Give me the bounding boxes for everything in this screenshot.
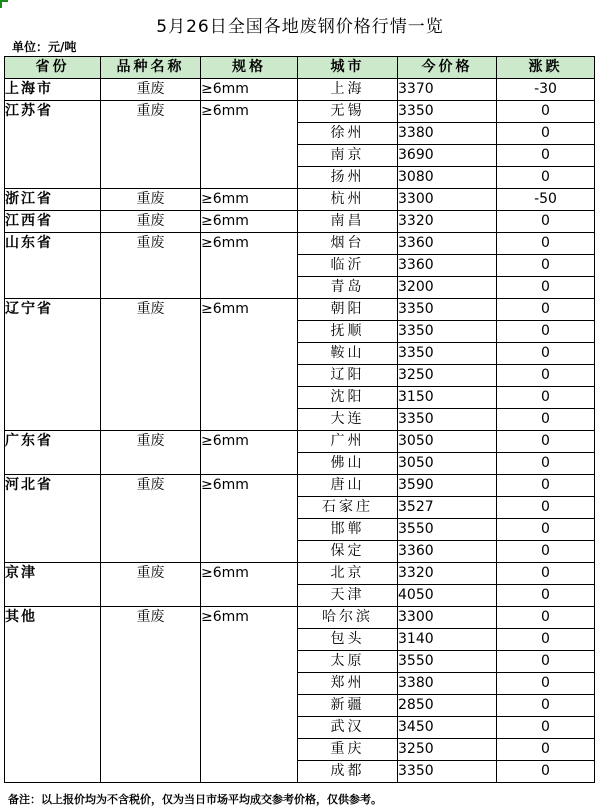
- change-cell: 0: [497, 123, 595, 145]
- province-cell: 上海市: [5, 79, 101, 101]
- price-cell: 3050: [398, 431, 497, 453]
- header-type: 品种名称: [101, 57, 201, 79]
- price-cell: 3550: [398, 651, 497, 673]
- price-cell: 2850: [398, 695, 497, 717]
- price-cell: 3250: [398, 365, 497, 387]
- province-cell: 浙江省: [5, 189, 101, 211]
- city-cell: 唐山: [298, 475, 398, 497]
- spec-cell: ≥6mm: [201, 101, 298, 189]
- city-cell: 佛山: [298, 453, 398, 475]
- corner-mark: [0, 0, 8, 8]
- price-table: [4, 56, 595, 783]
- change-cell: 0: [497, 321, 595, 343]
- price-cell: 3690: [398, 145, 497, 167]
- price-cell: 3360: [398, 541, 497, 563]
- city-cell: 上海: [298, 79, 398, 101]
- change-cell: 0: [497, 167, 595, 189]
- spec-cell: ≥6mm: [201, 79, 298, 101]
- province-cell: 河北省: [5, 475, 101, 563]
- city-cell: 沈阳: [298, 387, 398, 409]
- price-cell: 3320: [398, 563, 497, 585]
- type-cell: 重废: [101, 431, 201, 475]
- change-cell: -50: [497, 189, 595, 211]
- province-cell: 江西省: [5, 211, 101, 233]
- city-cell: 扬州: [298, 167, 398, 189]
- city-cell: 南京: [298, 145, 398, 167]
- change-cell: 0: [497, 277, 595, 299]
- footnote: 备注：以上报价均为不含税价，仅为当日市场平均成交参考价格，仅供参考。: [8, 793, 382, 806]
- city-cell: 南昌: [298, 211, 398, 233]
- change-cell: 0: [497, 299, 595, 321]
- city-cell: 太原: [298, 651, 398, 673]
- price-cell: 3350: [398, 101, 497, 123]
- change-cell: 0: [497, 651, 595, 673]
- table-row: [5, 563, 595, 585]
- price-cell: 3550: [398, 519, 497, 541]
- header-price: 今价格: [398, 57, 497, 79]
- city-cell: 重庆: [298, 739, 398, 761]
- change-cell: 0: [497, 541, 595, 563]
- header-spec: 规格: [201, 57, 298, 79]
- province-cell: 京津: [5, 563, 101, 607]
- change-cell: 0: [497, 695, 595, 717]
- change-cell: 0: [497, 519, 595, 541]
- city-cell: 徐州: [298, 123, 398, 145]
- city-cell: 鞍山: [298, 343, 398, 365]
- city-cell: 邯郸: [298, 519, 398, 541]
- price-cell: 3360: [398, 255, 497, 277]
- table-row: [5, 607, 595, 629]
- header-change: 涨跌: [497, 57, 595, 79]
- city-cell: 包头: [298, 629, 398, 651]
- city-cell: 烟台: [298, 233, 398, 255]
- change-cell: 0: [497, 365, 595, 387]
- page-title: 5月26日全国各地废钢价格行情一览: [156, 17, 444, 37]
- price-cell: 3380: [398, 123, 497, 145]
- price-cell: 3150: [398, 387, 497, 409]
- city-cell: 郑州: [298, 673, 398, 695]
- table-row: [5, 299, 595, 321]
- city-cell: 天津: [298, 585, 398, 607]
- city-cell: 临沂: [298, 255, 398, 277]
- city-cell: 武汉: [298, 717, 398, 739]
- table-row: [5, 211, 595, 233]
- spec-cell: ≥6mm: [201, 475, 298, 563]
- price-cell: 3527: [398, 497, 497, 519]
- price-cell: 3450: [398, 717, 497, 739]
- type-cell: 重废: [101, 475, 201, 563]
- city-cell: 哈尔滨: [298, 607, 398, 629]
- city-cell: 石家庄: [298, 497, 398, 519]
- price-cell: 4050: [398, 585, 497, 607]
- type-cell: 重废: [101, 233, 201, 299]
- price-cell: 3350: [398, 321, 497, 343]
- table-row: [5, 431, 595, 453]
- spec-cell: ≥6mm: [201, 431, 298, 475]
- spec-cell: ≥6mm: [201, 233, 298, 299]
- city-cell: 杭州: [298, 189, 398, 211]
- price-cell: 3320: [398, 211, 497, 233]
- change-cell: 0: [497, 739, 595, 761]
- price-cell: 3200: [398, 277, 497, 299]
- province-cell: 广东省: [5, 431, 101, 475]
- type-cell: 重废: [101, 563, 201, 607]
- spec-cell: ≥6mm: [201, 189, 298, 211]
- city-cell: 新疆: [298, 695, 398, 717]
- change-cell: 0: [497, 409, 595, 431]
- price-cell: 3360: [398, 233, 497, 255]
- province-cell: 其他: [5, 607, 101, 783]
- type-cell: 重废: [101, 299, 201, 431]
- price-cell: 3250: [398, 739, 497, 761]
- change-cell: 0: [497, 607, 595, 629]
- change-cell: 0: [497, 563, 595, 585]
- change-cell: 0: [497, 673, 595, 695]
- city-cell: 抚顺: [298, 321, 398, 343]
- change-cell: 0: [497, 145, 595, 167]
- table-row: [5, 101, 595, 123]
- city-cell: 成都: [298, 761, 398, 783]
- price-cell: 3300: [398, 189, 497, 211]
- city-cell: 辽阳: [298, 365, 398, 387]
- price-cell: 3300: [398, 607, 497, 629]
- price-cell: 3050: [398, 453, 497, 475]
- province-cell: 江苏省: [5, 101, 101, 189]
- type-cell: 重废: [101, 189, 201, 211]
- city-cell: 北京: [298, 563, 398, 585]
- city-cell: 广州: [298, 431, 398, 453]
- price-cell: 3350: [398, 343, 497, 365]
- type-cell: 重废: [101, 101, 201, 189]
- price-cell: 3350: [398, 299, 497, 321]
- city-cell: 青岛: [298, 277, 398, 299]
- price-cell: 3140: [398, 629, 497, 651]
- change-cell: -30: [497, 79, 595, 101]
- spec-cell: ≥6mm: [201, 607, 298, 783]
- change-cell: 0: [497, 475, 595, 497]
- spec-cell: ≥6mm: [201, 299, 298, 431]
- change-cell: 0: [497, 629, 595, 651]
- header-city: 城市: [298, 57, 398, 79]
- header-row: [5, 57, 595, 79]
- city-cell: 朝阳: [298, 299, 398, 321]
- unit-label: 单位：元/吨: [12, 40, 77, 54]
- change-cell: 0: [497, 761, 595, 783]
- type-cell: 重废: [101, 211, 201, 233]
- change-cell: 0: [497, 585, 595, 607]
- change-cell: 0: [497, 211, 595, 233]
- table-row: [5, 475, 595, 497]
- price-cell: 3350: [398, 761, 497, 783]
- table-row: [5, 233, 595, 255]
- city-cell: 大连: [298, 409, 398, 431]
- price-cell: 3590: [398, 475, 497, 497]
- price-cell: 3370: [398, 79, 497, 101]
- price-cell: 3350: [398, 409, 497, 431]
- change-cell: 0: [497, 343, 595, 365]
- table-row: [5, 189, 595, 211]
- header-province: 省份: [5, 57, 101, 79]
- province-cell: 山东省: [5, 233, 101, 299]
- price-cell: 3080: [398, 167, 497, 189]
- change-cell: 0: [497, 101, 595, 123]
- change-cell: 0: [497, 387, 595, 409]
- price-cell: 3380: [398, 673, 497, 695]
- change-cell: 0: [497, 233, 595, 255]
- spec-cell: ≥6mm: [201, 563, 298, 607]
- change-cell: 0: [497, 497, 595, 519]
- change-cell: 0: [497, 255, 595, 277]
- city-cell: 保定: [298, 541, 398, 563]
- spec-cell: ≥6mm: [201, 211, 298, 233]
- type-cell: 重废: [101, 79, 201, 101]
- change-cell: 0: [497, 431, 595, 453]
- change-cell: 0: [497, 453, 595, 475]
- city-cell: 无锡: [298, 101, 398, 123]
- type-cell: 重废: [101, 607, 201, 783]
- province-cell: 辽宁省: [5, 299, 101, 431]
- change-cell: 0: [497, 717, 595, 739]
- table-body: [5, 79, 595, 783]
- table-row: [5, 79, 595, 101]
